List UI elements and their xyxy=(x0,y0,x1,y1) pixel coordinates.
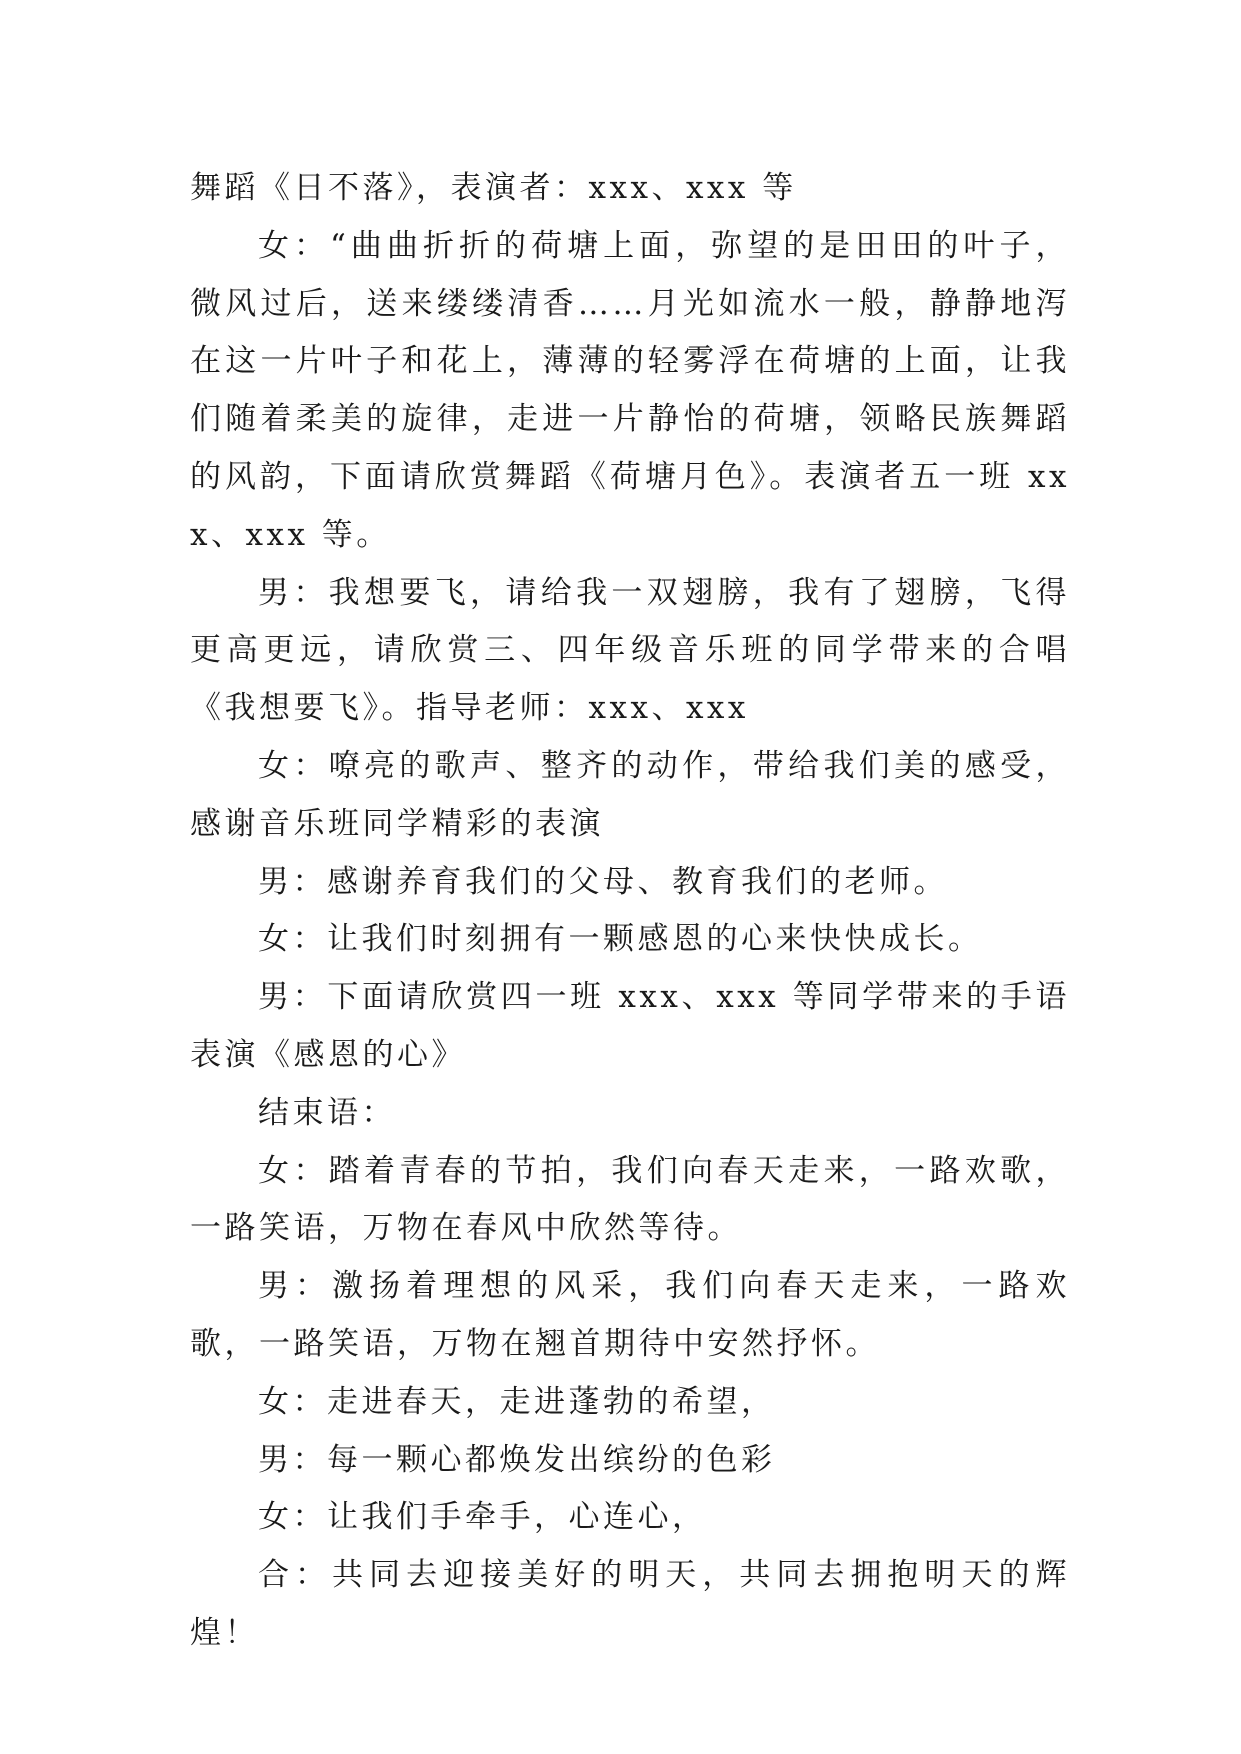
paragraph-male-sign-language: 男：下面请欣赏四一班 xxx、xxx 等同学带来的手语表演《感恩的心》 xyxy=(190,979,1070,1073)
paragraph-female-grateful-heart: 女：让我们时刻拥有一颗感恩的心来快快成长。 xyxy=(258,921,983,958)
paragraph-male-every-heart: 男：每一颗心都焕发出缤纷的色彩 xyxy=(258,1441,776,1478)
paragraph-male-want-to-fly: 男：我想要飞，请给我一双翅膀，我有了翅膀，飞得更高更远，请欣赏三、四年级音乐班的同学带来的合唱《我想要飞》。指导老师：xxx、xxx xyxy=(190,574,1070,727)
paragraph-closing-heading: 结束语： xyxy=(258,1094,396,1131)
document-body xyxy=(190,160,1070,1663)
paragraph-male-ideals: 男：激扬着理想的风采，我们向春天走来，一路欢歌，一路笑语，万物在翘首期待中安然抒怀。 xyxy=(190,1268,1070,1362)
paragraph-program-dance-ri-bu-luo: 舞蹈《日不落》，表演者：xxx、xxx 等 xyxy=(190,170,797,206)
paragraph-female-lotus-pond: 女：“曲曲折折的荷塘上面，弥望的是田田的叶子，微风过后，送来缕缕清香……月光如流水一般，静静地泻在这一片叶子和花上，薄薄的轻雾浮在荷塘的上面，让我们随着柔美的旋律，走进一片静怡的荷塘，领略民族舞蹈的风韵，下面请欣赏舞蹈《荷塘月色》。表演者五一班 xxx、xxx 等。 xyxy=(190,227,1070,553)
paragraph-together-finale: 合：共同去迎接美好的明天，共同去拥抱明天的辉煌！ xyxy=(190,1557,1070,1651)
paragraph-female-hand-in-hand: 女：让我们手牵手，心连心， xyxy=(258,1499,707,1536)
paragraph-female-youth-rhythm: 女：踏着青春的节拍，我们向春天走来，一路欢歌，一路笑语，万物在春风中欣然等待。 xyxy=(190,1152,1070,1247)
paragraph-female-into-spring: 女：走进春天，走进蓬勃的希望， xyxy=(258,1383,776,1420)
paragraph-female-thanks-music-class: 女：嘹亮的歌声、整齐的动作，带给我们美的感受，感谢音乐班同学精彩的表演 xyxy=(190,747,1070,842)
paragraph-male-thanks-parents: 男：感谢养育我们的父母、教育我们的老师。 xyxy=(258,863,948,900)
